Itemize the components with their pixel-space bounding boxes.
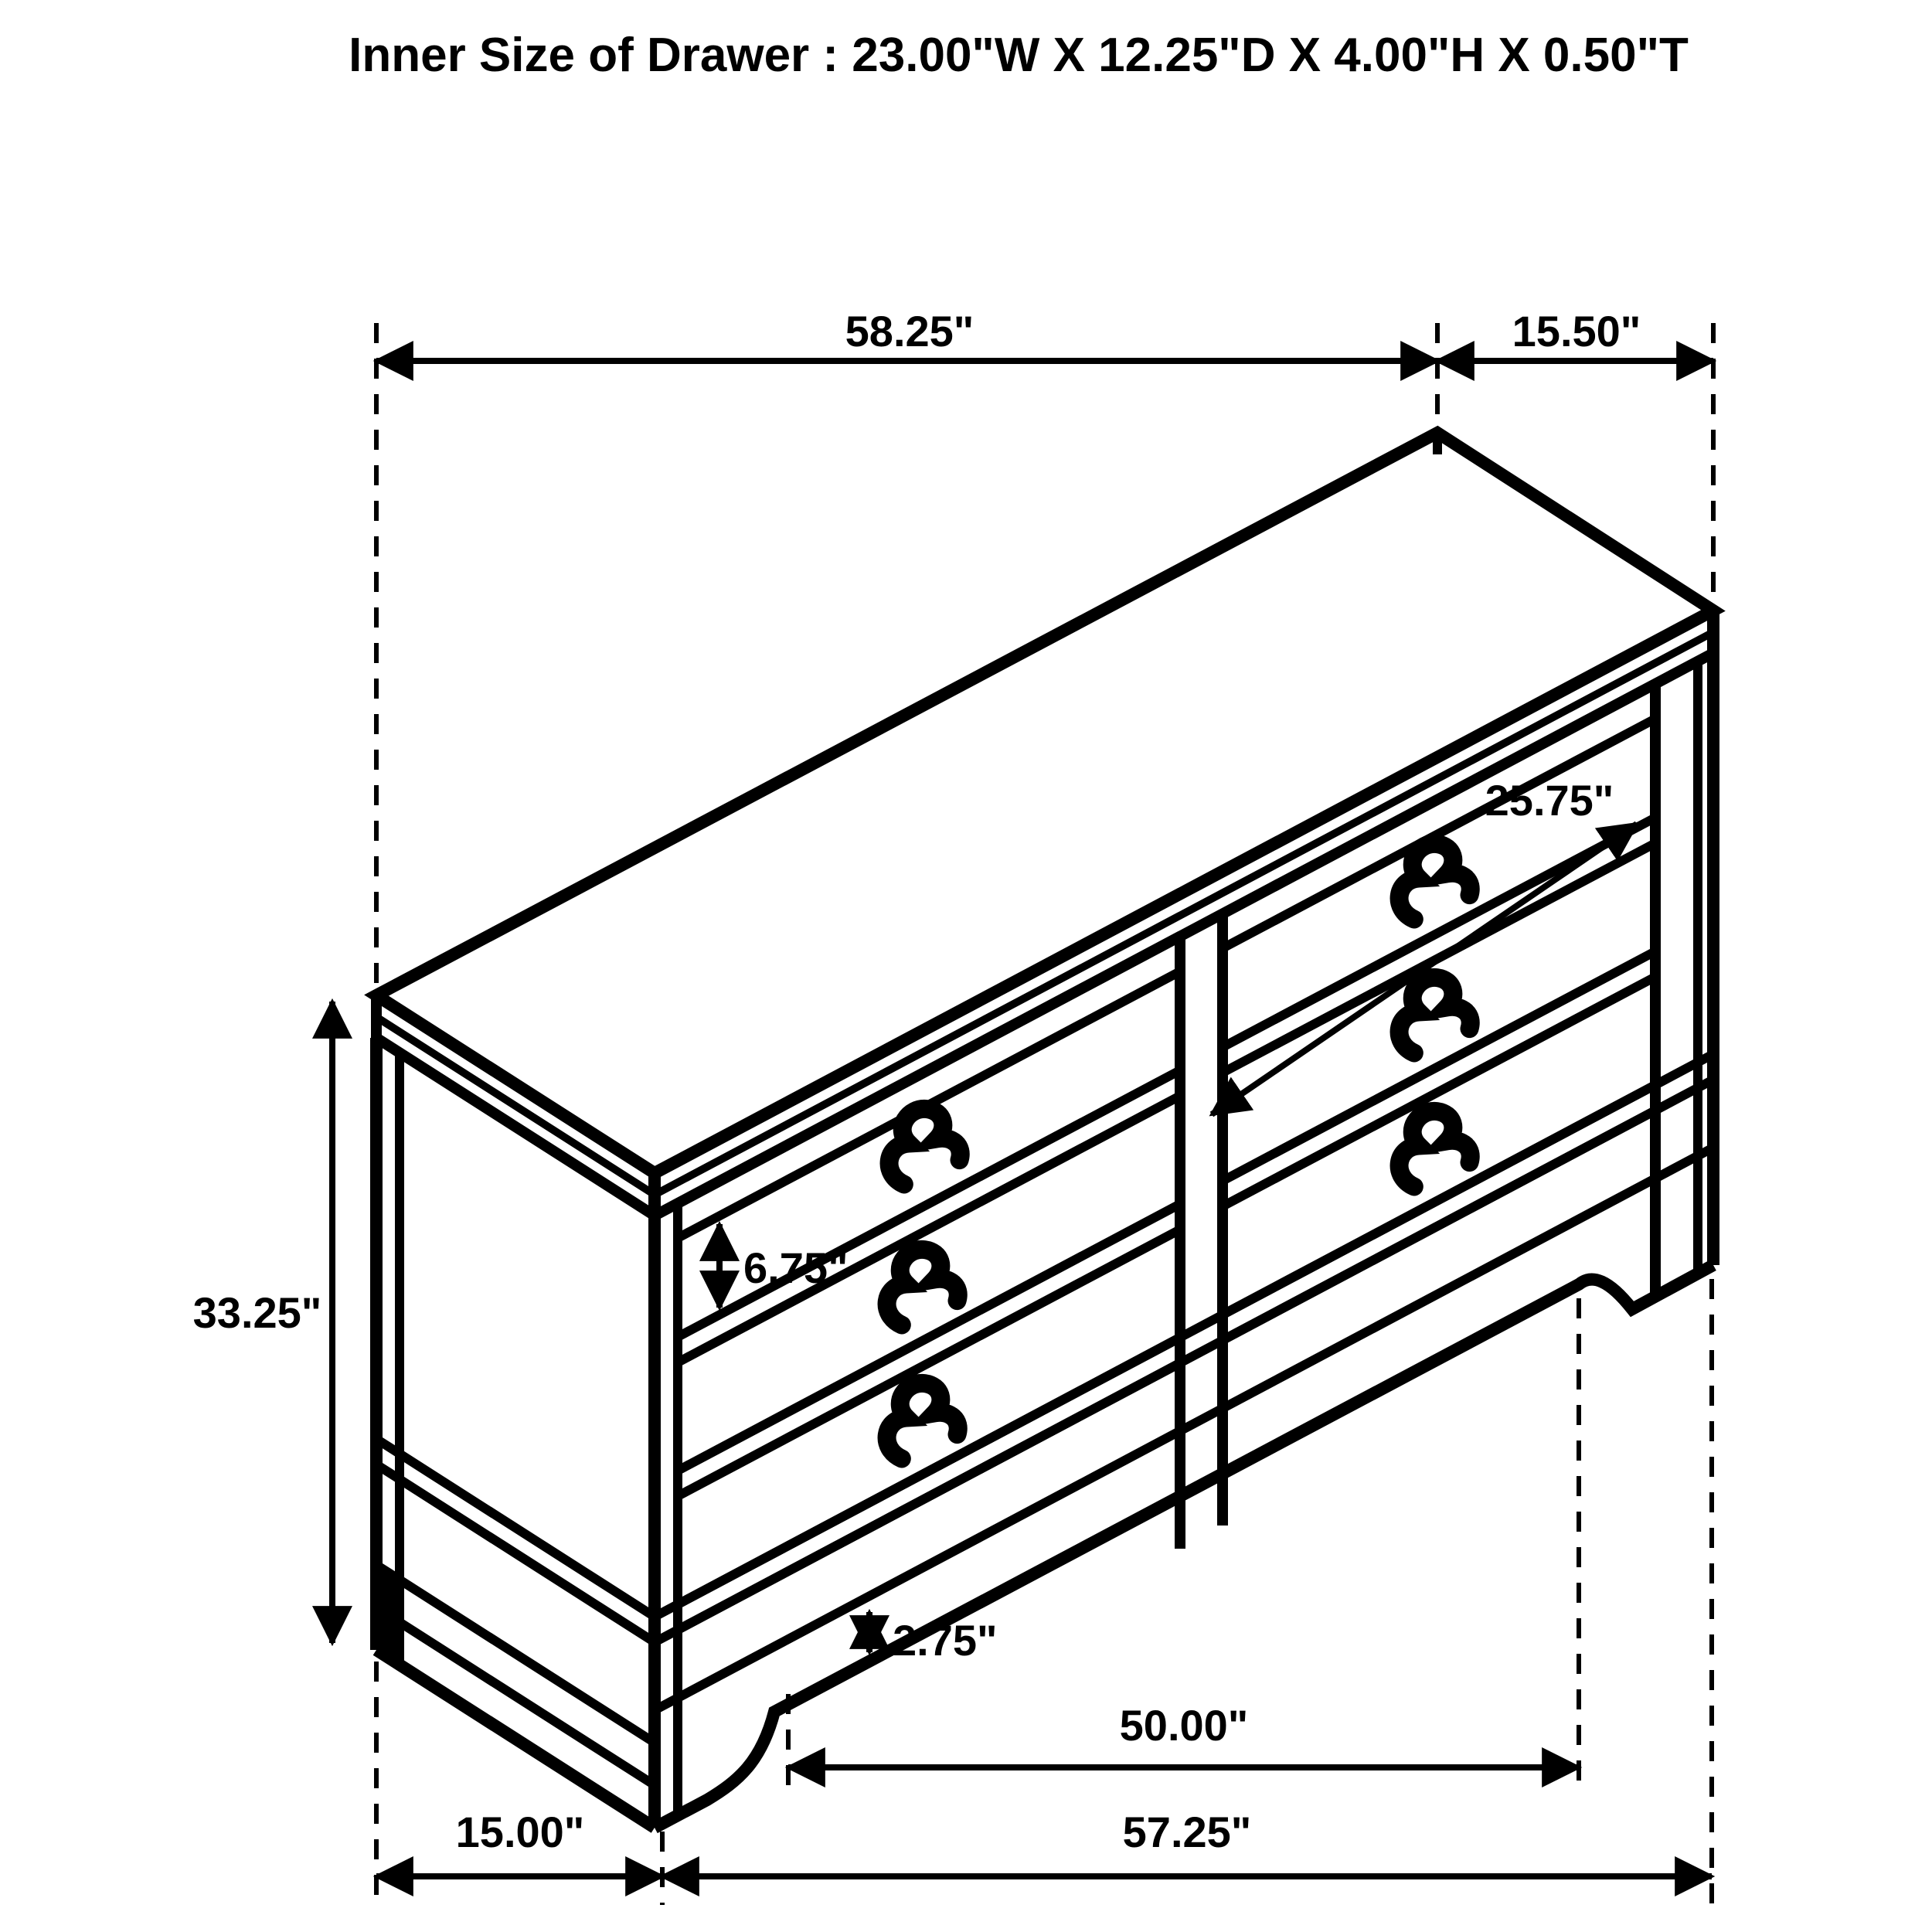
drawer-handle-icon (871, 1100, 964, 1191)
dim-base-depth-label: 15.00" (455, 1808, 585, 1856)
dim-base-depth (376, 1808, 662, 1876)
dresser-side-panel (376, 1038, 655, 1828)
dim-overall-height-label: 33.25" (192, 1288, 322, 1337)
dim-base-width (662, 1808, 1712, 1876)
dim-top-width-label: 58.25" (845, 307, 975, 355)
dim-drawer-front-height (719, 1224, 849, 1308)
dim-base-cutout-label: 2.75" (893, 1616, 998, 1665)
dim-drawer-front-height-label: 6.75" (743, 1243, 849, 1292)
dim-drawer-diagonal-label: 25.75" (1485, 776, 1614, 825)
dim-top-depth (1437, 307, 1713, 361)
dim-feet-span-label: 50.00" (1119, 1701, 1249, 1750)
dim-overall-height (193, 1002, 332, 1643)
dresser-illustration (376, 433, 1713, 1828)
back-left-foot (376, 1567, 400, 1665)
dim-base-width-label: 57.25" (1122, 1808, 1252, 1856)
dim-feet-span (788, 1701, 1579, 1767)
dim-top-depth-label: 15.50" (1512, 307, 1641, 355)
drawer-handle-icon (1381, 835, 1475, 926)
dim-top-width (376, 307, 1437, 361)
extension-lines (376, 323, 1713, 1905)
page-title: Inner Size of Drawer : 23.00"W X 12.25"D X 4.00"H X 0.50"T (349, 29, 1689, 82)
